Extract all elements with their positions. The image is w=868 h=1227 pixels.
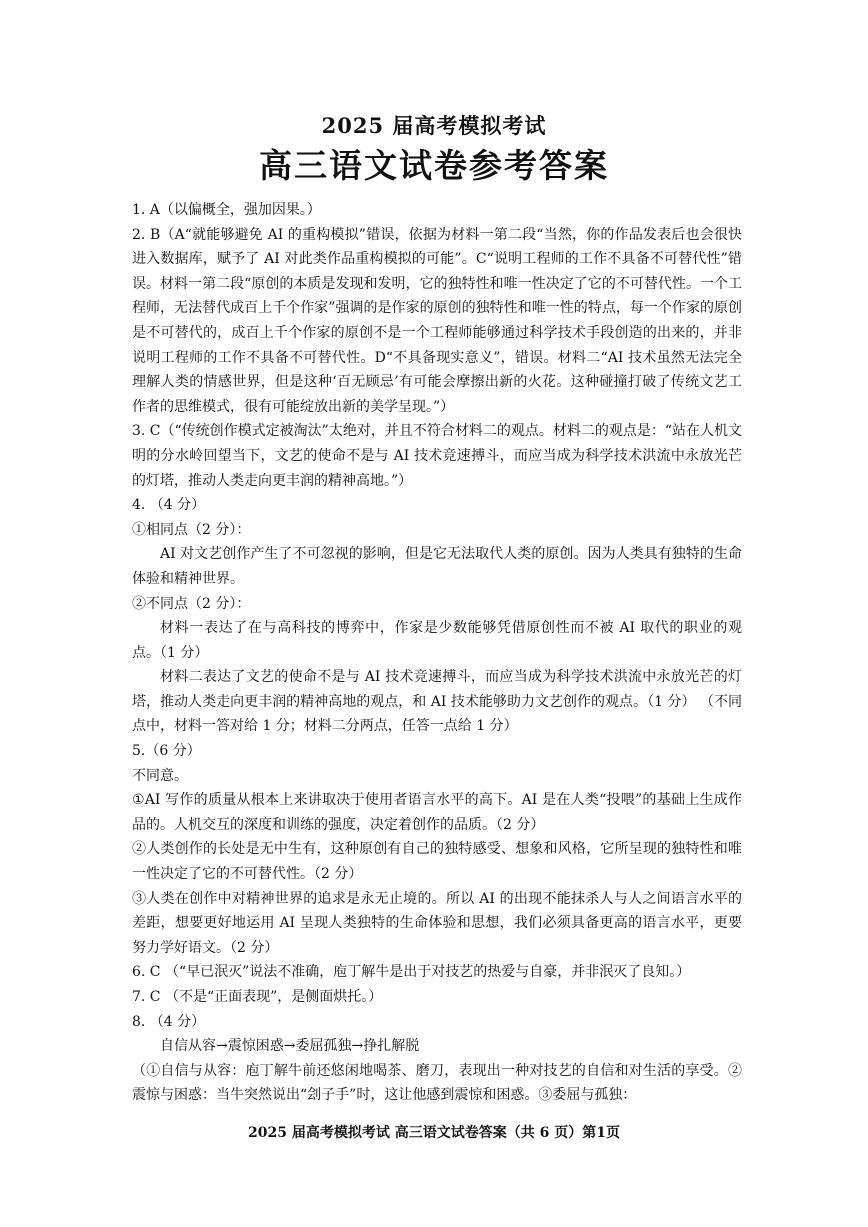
answer-body [132,198,742,1108]
answer-q2: 2. B（A“就能够避免 AI 的重构模拟”错误，依据为材料一第二段“当然，你的作品发表后也会很快进入数据库，赋予了 AI 对此类作品重构模拟的可能”。C“说明工程师的工作不具备不可替代性”错误。材料一第二段“原创的本质是发现和发明，它的独特性和唯一性决定了它的不可替代性。一个工程师，无法替代成百上千个作家”强调的是作家的原创的独特性和唯一性的特点，每一个作家的原创是不可替代的，成百上千个作家的原创不是一个工程师能够通过科学技术手段创造的出来的，并非说明工程师的工作不具备不可替代性。D“不具备现实意义”，错误。材料二“AI 技术虽然无法完全理解人类的情感世界，但是这种‘百无顾忌’有可能会摩擦出新的火花。这种碰撞打破了传统文艺工作者的思维模式，很有可能绽放出新的美学呈现。”） [132,226,742,415]
page-footer: 2025 届高考模拟考试 高三语文试卷答案（共 6 页）第1页 [248,1125,620,1141]
answer-q5-stance: 不同意。 [132,767,188,784]
answer-q4-same-text: AI 对文艺创作产生了不可忽视的影响，但是它无法取代人类的原创。因为人类具有独特的生命体验和精神世界。 [132,546,742,587]
answer-q7: 7. C （不是“正面表现”，是侧面烘托。） [132,989,383,1005]
answer-q5-point-1: ①AI 写作的质量从根本上来讲取决于使用者语言水平的高下。AI 是在人类“投喂”的基础上生成作品的。人机交互的深度和训练的强度，决定着创作的品质。（2 分） [132,792,742,833]
answer-q4-diff-label: ②不同点（2 分）： [132,595,251,612]
answer-q4-diff-text-2: 材料二表达了文艺的使命不是与 AI 技术竞速搏斗，而应当成为科学技术洪流中永放光芒的灯塔，推动人类走向更丰润的精神高地的观点，和 AI 技术能够助力文艺创作的观点。（1 分） （不同点中，材料一答对给 1 分；材料二分两点，任答一点给 1 分） [132,669,742,735]
answer-q5-point-2: ②人类创作的长处是无中生有，这种原创有自己的独特感受、想象和风格，它所呈现的独特性和唯一性决定了它的不可替代性。（2 分） [132,841,742,883]
answer-q5-point-3: ③人类在创作中对精神世界的追求是永无止境的。所以 AI 的出现不能抹杀人与人之间语言水平的差距，想要更好地运用 AI 呈现人类独特的生命体验和思想，我们必须具备更高的语言水平，更要努力学好语文。（2 分） [132,890,742,956]
answer-q8-text: （①自信与从容：庖丁解牛前还悠闲地喝茶、磨刀，表现出一种对技艺的自信和对生活的享受。②震惊与困惑：当牛突然说出“刽子手”时，这让他感到震惊和困惑。③委屈与孤独： [132,1062,742,1104]
answer-q4-heading: 4. （4 分） [132,497,206,514]
answer-q1: 1. A（以偏概全，强加因果。） [132,202,321,218]
document-title: 高三语文试卷参考答案 [259,146,609,185]
exam-title: 2025 届高考模拟考试 [321,113,547,138]
answer-q4-diff-text-1: 材料一表达了在与高科技的博弈中，作家是少数能够凭借原创性而不被 AI 取代的职业的观点。（1 分） [132,620,742,661]
answer-q8-heading: 8. （4 分） [132,1013,206,1030]
answer-q8-chain: 自信从容→震惊困惑→委屈孤独→挣扎解脱 [160,1038,420,1055]
answer-q6: 6. C （“早已泯灭”说法不准确，庖丁解牛是出于对技艺的热爱与自豪，并非泯灭了良知。） [132,964,691,981]
answer-q3: 3. C（“传统创作模式定被淘汰”太绝对，并且不符合材料二的观点。材料二的观点是：“站在人机文明的分水岭回望当下，文艺的使命不是与 AI 技术竞速搏斗，而应当成为科学技术洪流中永放光芒的灯塔，推动人类走向更丰润的精神高地。”） [132,423,742,489]
answer-q4-same-label: ①相同点（2 分）： [132,521,251,538]
answer-q5-heading: 5.（6 分） [132,743,201,760]
